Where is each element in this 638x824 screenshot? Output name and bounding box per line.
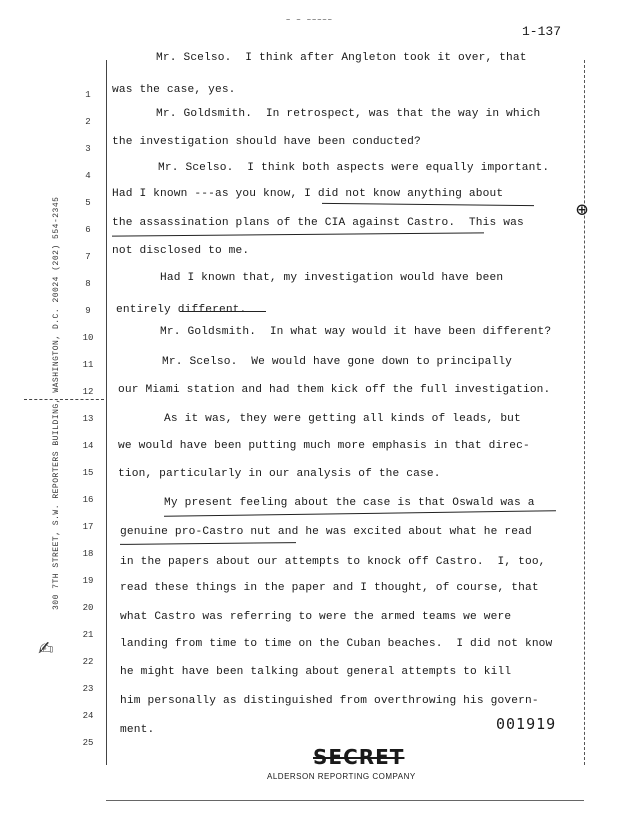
line-number: 15 [82,468,94,478]
line-number: 25 [82,738,94,748]
transcript-line: not disclosed to me. [112,245,250,257]
line-number: 19 [82,576,94,586]
handwritten-underline [322,203,534,206]
transcript-line: the investigation should have been conducted? [112,136,421,148]
line-number: 18 [82,549,94,559]
line-number: 8 [85,279,91,289]
transcript-line: Mr. Scelso. I think both aspects were equally important. [158,162,550,174]
line-number: 16 [82,495,94,505]
transcript-line: was the case, yes. [112,84,236,96]
transcript-line: Had I known ---as you know, I did not know anything about [112,188,504,200]
side-address: 300 7TH STREET, S.W. REPORTERS BUILDING, WASHINGTON, D.C. 20024 (202) 554-2345 [52,196,61,610]
transcript-line: landing from time to time on the Cuban beaches. I did not know [120,638,553,650]
transcript-line: in the papers about our attempts to knock off Castro. I, too, [120,556,546,568]
transcript-line: Mr. Scelso. I think after Angleton took it over, that [156,52,527,64]
classification-stamp: SECRET [313,745,405,769]
line-number: 9 [85,306,91,316]
transcript-line: Mr. Scelso. We would have gone down to principally [162,356,513,368]
transcript-line: tion, particularly in our analysis of the case. [118,468,441,480]
transcript-line: read these things in the paper and I thought, of course, that [120,582,539,594]
handwritten-underline [112,232,484,236]
line-number: 12 [82,387,94,397]
handwritten-scrawl-icon: ✍ [38,633,54,663]
transcript-line: genuine pro-Castro nut and he was excited about what he read [120,526,532,538]
line-number: 17 [82,522,94,532]
line-number: 3 [85,144,91,154]
page-number: 1-137 [522,24,562,39]
line-number: 10 [82,333,94,343]
line-number: 11 [82,360,94,370]
line-number: 2 [85,117,91,127]
handwritten-circle-mark-icon: ⊕ [576,200,589,223]
margin-dash [24,399,104,400]
document-id: 001919 [496,715,557,733]
transcript-line: what Castro was referring to were the armed teams we were [120,611,512,623]
transcript-line: the assassination plans of the CIA against Castro. This was [112,217,524,229]
transcript-line: Mr. Goldsmith. In what way would it have been different? [160,326,552,338]
transcript-line: we would have been putting much more emphasis in that direc- [118,440,530,452]
transcript-line: As it was, they were getting all kinds of leads, but [164,413,521,425]
transcript-line: ment. [120,724,155,736]
footer-rule [106,800,584,801]
right-margin-rule [584,60,585,765]
transcript-line: My present feeling about the case is that Oswald was a [164,497,535,509]
line-number: 23 [82,684,94,694]
handwritten-underline [120,542,296,545]
line-number: 5 [85,198,91,208]
line-number: 13 [82,414,94,424]
transcript-line: him personally as distinguished from overthrowing his govern- [120,695,539,707]
transcript-line: Mr. Goldsmith. In retrospect, was that the way in which [156,108,541,120]
transcript-line: our Miami station and had them kick off the full investigation. [118,384,551,396]
transcript-line: Had I known that, my investigation would have been [160,272,504,284]
line-number: 4 [85,171,91,181]
line-number: 22 [82,657,94,667]
left-margin-rule [106,60,107,765]
line-number: 1 [85,90,91,100]
top-mark: ~ ~ ~~~~~ [286,17,333,25]
line-number: 14 [82,441,94,451]
line-number: 20 [82,603,94,613]
reporter-name: ALDERSON REPORTING COMPANY [267,772,416,781]
handwritten-strike [180,311,266,312]
handwritten-underline [164,510,556,516]
transcript-line: entirely different. [116,304,247,316]
line-number: 7 [85,252,91,262]
line-number: 21 [82,630,94,640]
transcript-line: he might have been talking about general attempts to kill [120,666,512,678]
line-number: 24 [82,711,94,721]
line-number: 6 [85,225,91,235]
